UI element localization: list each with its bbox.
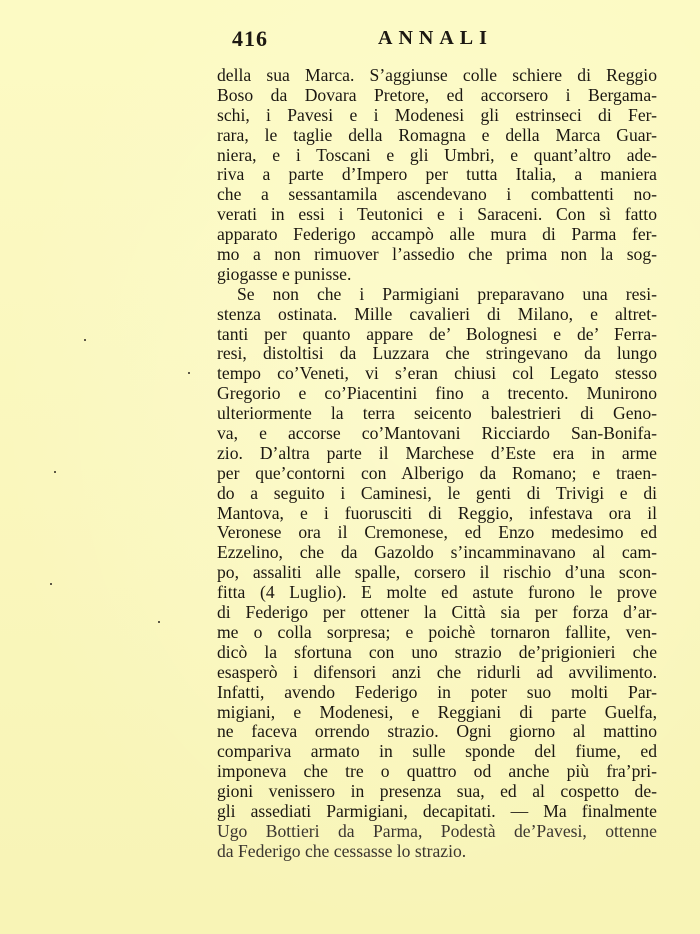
text-line: gli assediati Parmigiani, decapitati. — Ma finalmente: [217, 801, 657, 821]
text-line: da Federigo che cessasse lo strazio.: [217, 841, 467, 861]
text-line: migiani, e Modenesi, e Reggiani di parte Guelfa,: [217, 702, 657, 722]
text-line: imponeva che tre o quattro od anche più fra’pri-: [217, 762, 657, 782]
page-number: 416: [232, 26, 268, 51]
text-line: della sua Marca. S’aggiunse colle schiere di Reggio: [217, 66, 657, 85]
text-line: Mantova, e i fuorusciti di Reggio, infestava ora il: [217, 503, 657, 523]
text-line: per que’contorni con Alberigo da Romano; e traen-: [217, 463, 657, 483]
text-line: compariva armato in sulle sponde del fiume, ed: [217, 742, 657, 762]
scan-speck: [158, 621, 160, 623]
text-line: dicò la sfortuna con uno strazio de’prigionieri che: [217, 642, 657, 662]
text-line: va, e accorse co’Mantovani Ricciardo San-Bonifa-: [217, 424, 657, 444]
text-line: gioni venissero in presenza sua, ed al cospetto de-: [217, 782, 657, 802]
text-line: zio. D’altra parte il Marchese d’Este era in arme: [217, 443, 657, 463]
running-head: [0, 26, 700, 56]
text-line: mo a non rimuover l’assedio che prima non la sog-: [217, 245, 657, 265]
text-line: fitta (4 Luglio). E molte ed astute furono le prove: [217, 583, 657, 603]
text-line: riva a parte d’Impero per tutta Italia, a maniera: [217, 165, 657, 185]
text-line: Se non che i Parmigiani preparavano una resi-: [237, 284, 657, 304]
text-line: Gregorio e co’Piacentini fino a trecento. Munirono: [217, 384, 657, 404]
text-line: niera, e i Toscani e gli Umbri, e quant’altro ade-: [217, 145, 657, 165]
scan-speck: [54, 471, 56, 473]
text-line: stenza ostinata. Mille cavalieri di Milano, e altret-: [217, 304, 657, 324]
text-line: verati in essi i Teutonici e i Saraceni. Con sì fatto: [217, 205, 657, 225]
text-line: rara, le taglie della Romagna e della Marca Guar-: [217, 125, 657, 145]
text-line: tanti per quanto appare de’ Bolognesi e de’ Ferra-: [217, 324, 657, 344]
text-line: resi, distoltisi da Luzzara che stringevano da lungo: [217, 344, 657, 364]
text-line: Infatti, avendo Federigo in poter suo molti Par-: [217, 682, 657, 702]
text-line: schi, i Pavesi e i Modenesi gli estrinseci di Fer-: [217, 105, 657, 125]
scan-speck: [50, 583, 52, 585]
scan-speck: [188, 372, 190, 374]
body-text: [217, 66, 657, 862]
text-line: giogasse e punisse.: [217, 264, 352, 284]
running-title: ANNALI: [378, 27, 493, 49]
text-line: ulteriormente la terra seicento balestrieri di Geno-: [217, 404, 657, 424]
text-line: po, assaliti alle spalle, corsero il rischio d’una scon-: [217, 563, 657, 583]
text-line: esasperò i difensori anzi che ridurli ad avvilimento.: [217, 662, 657, 682]
text-line: di Federigo per ottener la Città sia per forza d’ar-: [217, 603, 657, 623]
text-line: me o colla sorpresa; e poichè tornaron fallite, ven-: [217, 622, 657, 642]
text-line: Ugo Bottieri da Parma, Podestà de’Pavesi, ottenne: [217, 821, 657, 841]
text-line: ne faceva orrendo strazio. Ogni giorno al mattino: [217, 722, 657, 742]
text-line: do a seguito i Caminesi, le genti di Trivigi e di: [217, 483, 657, 503]
scan-speck: [84, 339, 86, 341]
text-line: Veronese ora il Cremonese, ed Enzo medesimo ed: [217, 523, 657, 543]
text-line: Ezzelino, che da Gazoldo s’incamminavano al cam-: [217, 543, 657, 563]
text-line: che a sessantamila ascendevano i combattenti no-: [217, 185, 657, 205]
text-line: tempo co’Veneti, vi s’eran chiusi col Legato stesso: [217, 364, 657, 384]
text-line: Boso da Dovara Pretore, ed accorsero i Bergama-: [217, 85, 657, 105]
text-line: apparato Federigo accampò alle mura di Parma fer-: [217, 225, 657, 245]
